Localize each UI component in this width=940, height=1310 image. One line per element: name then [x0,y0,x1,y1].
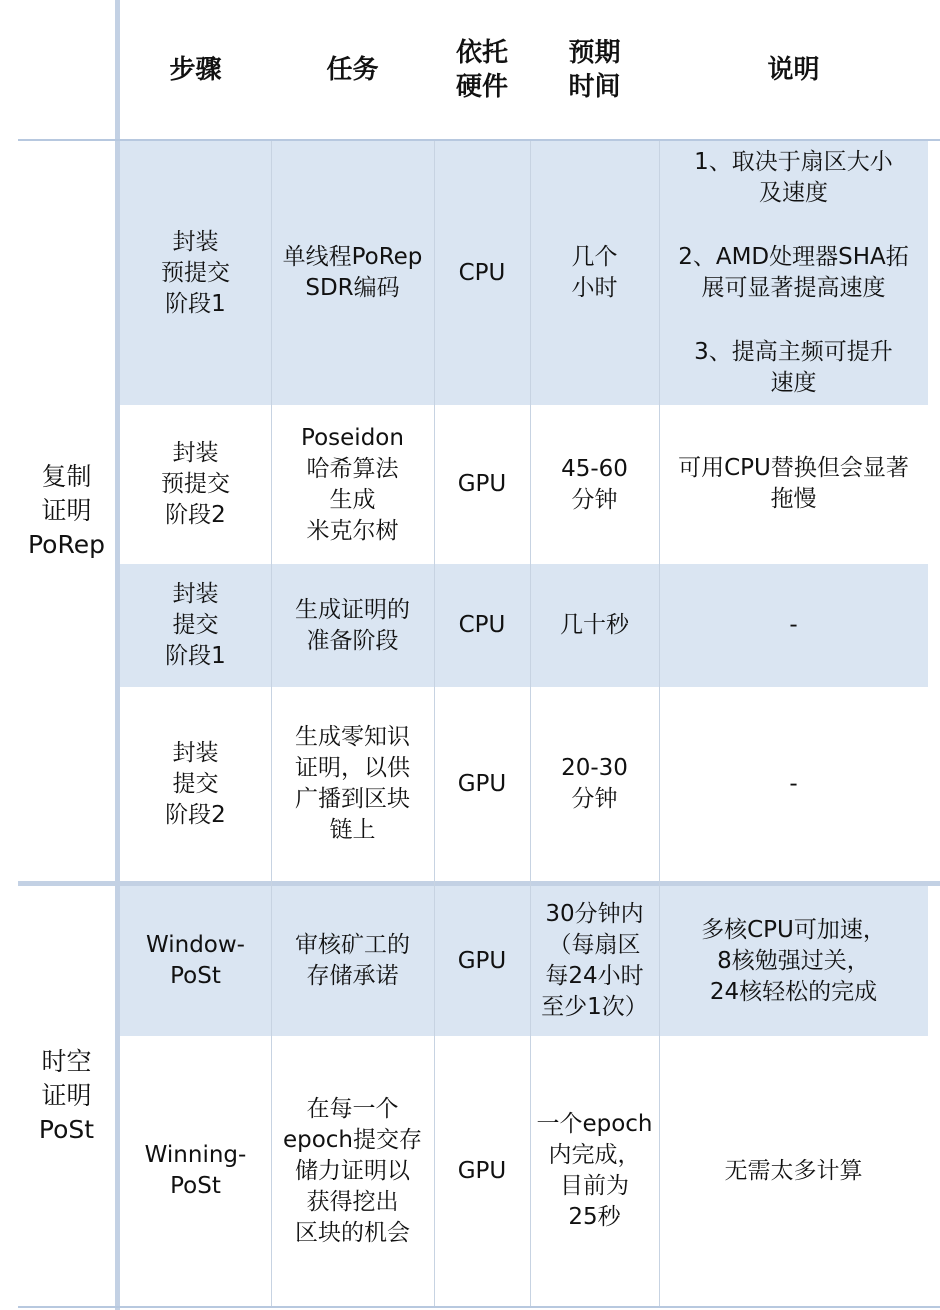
header-task: 任务 [326,54,379,85]
header-time: 预期 时间 [568,37,621,102]
table-row-time: 30分钟内 （每扇区 每24小时 至少1次） [541,901,648,1020]
table-row-time: 一个epoch 内完成， 目前为 25秒 [536,1111,653,1230]
table-row-task: 审核矿工的 存储承诺 [295,932,410,989]
table-row-step: Winning- PoSt [144,1142,247,1199]
table-row-hardware: GPU [457,471,507,497]
header-hardware: 依托 硬件 [455,37,508,102]
table-row-time: 20-30 分钟 [561,755,628,812]
table-row-step: 封装 提交 阶段1 [165,581,226,669]
table-row-task: 生成零知识 证明，以供 广播到区块 链上 [295,724,410,843]
table-row-task: Poseidon 哈希算法 生成 米克尔树 [301,424,404,544]
table-row-time: 几个 小时 [571,244,618,301]
table-row-time: 45-60 分钟 [561,455,628,513]
note-item: 2、AMD处理器SHA拓 展可显著提高速度 [678,244,909,301]
table-row-note: 多核CPU可加速， 8核勉强过关， 24核轻松的完成 [701,916,886,1005]
table-row-task: 生成证明的 准备阶段 [295,596,410,654]
table-row-hardware: GPU [457,947,507,974]
note-item: 1、取决于扇区大小 及速度 [694,149,893,206]
table-row-hardware: GPU [457,1157,507,1184]
table-row-hardware: GPU [457,770,507,797]
note-item: 3、提高主频可提升 速度 [694,339,893,396]
bottom-divider [18,1306,940,1308]
header-step: 步骤 [169,54,222,85]
table-row-note: - [789,612,798,638]
table-row-hardware: CPU [458,259,506,286]
table-row-note: 无需太多计算 [724,1157,863,1184]
group-label-post: 时空 证明 PoSt [38,1047,95,1144]
header-note: 说明 [767,54,820,85]
table-row-step: 封装 预提交 阶段1 [161,228,230,317]
table-row-step: Window- PoSt [146,932,245,989]
table-row-hardware: CPU [458,612,506,638]
table-row-time: 几十秒 [560,612,629,638]
table-row-note: 可用CPU替换但会显著 拖慢 [678,455,909,512]
table-row-notes [659,141,928,405]
table-row-task: 在每一个 epoch提交存 储力证明以 获得挖出 区块的机会 [282,1095,423,1246]
group-label-porep: 复制 证明 PoRep [28,462,105,559]
table-row-note: - [789,770,798,797]
table-row-step: 封装 提交 阶段2 [165,739,226,828]
table-row-task: 单线程PoRep SDR编码 [282,244,423,301]
table-row-step: 封装 预提交 阶段2 [161,440,230,528]
